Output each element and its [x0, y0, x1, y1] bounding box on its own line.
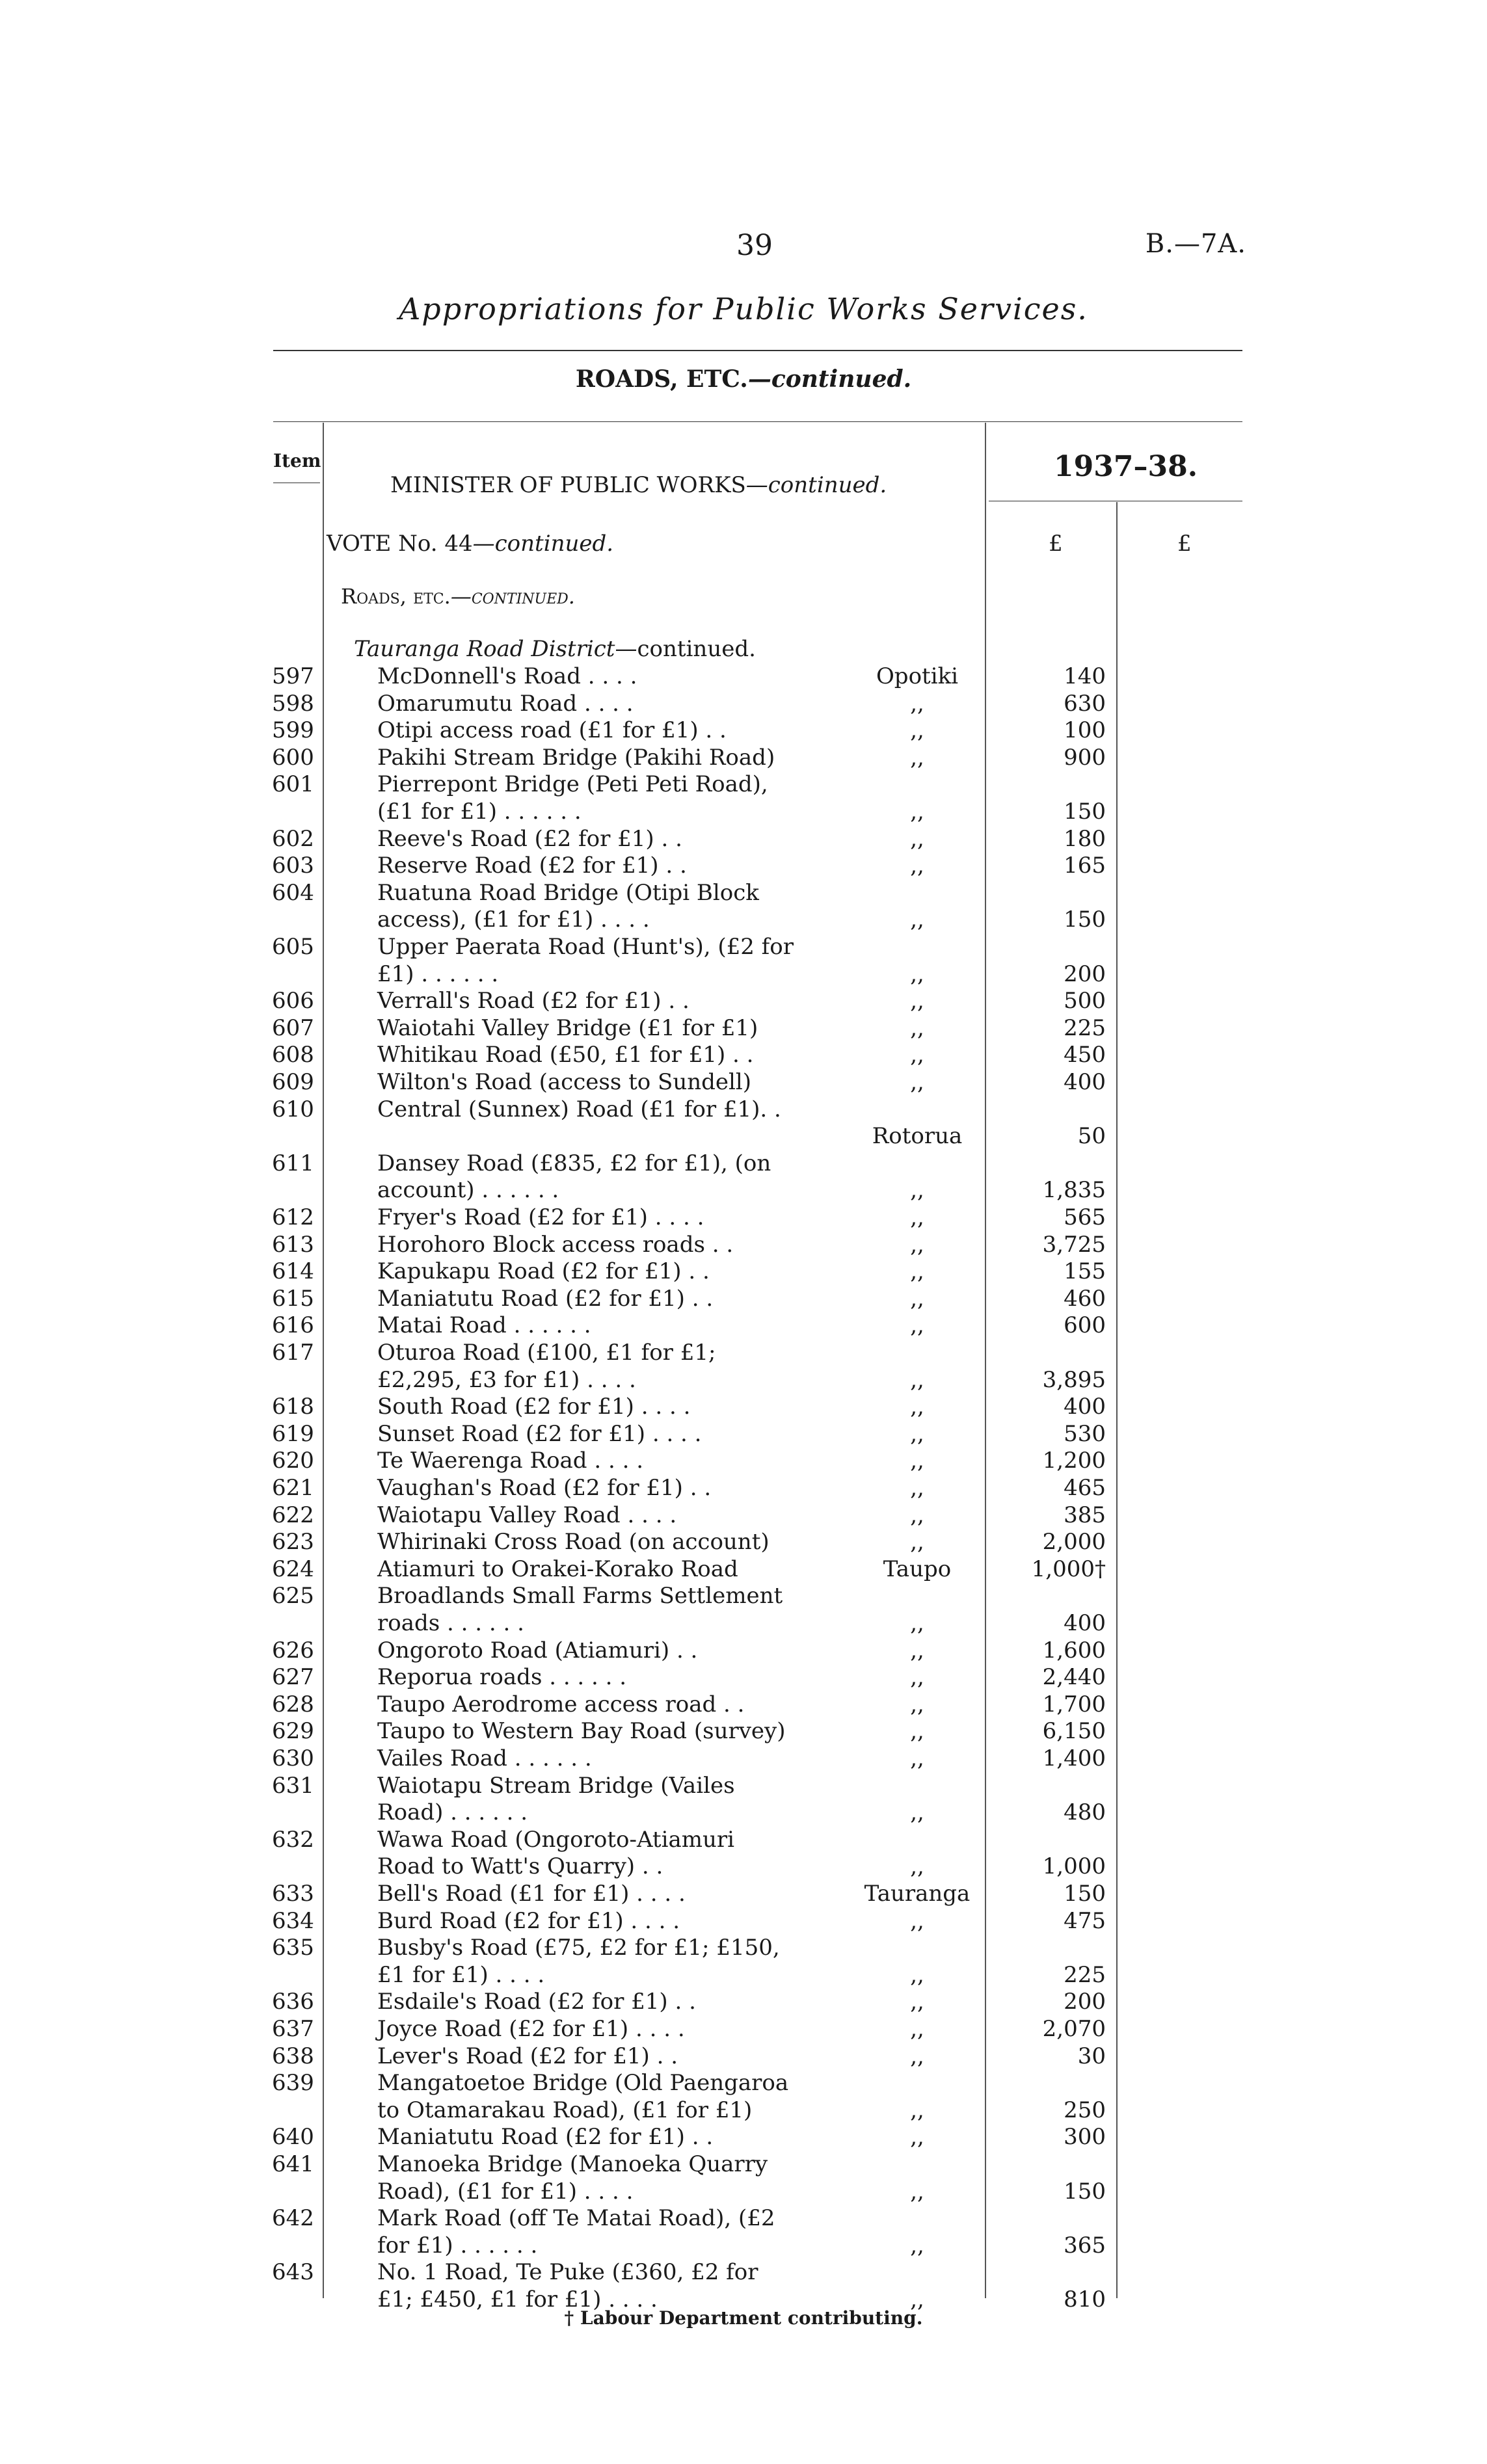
item-description: Wilton's Road (access to Sundell): [377, 1069, 752, 1095]
item-description: Ongoroto Road (Atiamuri) . .: [377, 1637, 698, 1663]
item-district: ,,: [910, 1312, 924, 1339]
item-description: Wawa Road (Ongoroto-Atiamuri Road to Watt's Quarry) . .: [377, 1826, 734, 1880]
currency-label-2: £: [1177, 531, 1192, 557]
district-heading: [354, 636, 756, 662]
table-row: [0, 1258, 1487, 1286]
item-number: 599: [272, 717, 314, 744]
item-number: 613: [272, 1231, 314, 1258]
item-district: ,,: [910, 1014, 924, 1041]
item-number: 624: [272, 1556, 314, 1582]
item-amount: 630: [1064, 690, 1106, 717]
item-description: Pakihi Stream Bridge (Pakihi Road): [377, 744, 775, 771]
item-description: Broadlands Small Farms Settlement roads . . . . . .: [377, 1583, 783, 1636]
minister-heading-continued: —continued.: [745, 472, 887, 498]
item-district: ,,: [910, 1394, 924, 1420]
item-number: 608: [272, 1042, 314, 1068]
item-description: Vaughan's Road (£2 for £1) . .: [377, 1475, 712, 1501]
item-district: ,,: [910, 1420, 924, 1447]
item-district: Opotiki: [876, 663, 959, 689]
vote-heading: [327, 531, 613, 557]
item-amount: 150: [1064, 798, 1106, 825]
item-district: ,,: [910, 2016, 924, 2042]
table-row: [0, 1096, 1487, 1150]
table-row: [0, 717, 1487, 745]
table-row: [0, 1908, 1487, 1935]
item-district: Taupo: [883, 1556, 952, 1582]
item-district: ,,: [910, 1177, 924, 1204]
item-amount: 1,835: [1042, 1177, 1106, 1204]
item-description: Burd Road (£2 for £1) . . . .: [377, 1907, 680, 1934]
item-district: ,,: [910, 1745, 924, 1771]
table-row: [0, 826, 1487, 853]
roads-subheading: [341, 584, 575, 609]
item-description: Pierrepont Bridge (Peti Peti Road), (£1 for £1) . . . . . .: [377, 771, 768, 825]
table-row: [0, 1286, 1487, 1313]
item-description: Waiotapu Valley Road . . . .: [377, 1502, 677, 1528]
table-row: [0, 1881, 1487, 1908]
item-amount: 6,150: [1042, 1718, 1106, 1745]
item-number: 630: [272, 1745, 314, 1771]
table-row: [0, 1529, 1487, 1556]
item-amount: 140: [1064, 663, 1106, 689]
district-name: Tauranga Road District: [354, 636, 615, 662]
item-district: ,,: [910, 2043, 924, 2069]
item-number: 617: [272, 1340, 314, 1366]
item-district: ,,: [910, 717, 924, 744]
item-district: ,,: [910, 1204, 924, 1230]
item-description: Mark Road (off Te Matai Road), (£2 for £1) . . . . . .: [377, 2205, 775, 2259]
item-number: 602: [272, 825, 314, 852]
vote-heading-text: VOTE No. 44: [327, 531, 473, 557]
item-amount: 1,000: [1042, 1853, 1106, 1880]
item-description: Bell's Road (£1 for £1) . . . .: [377, 1881, 686, 1907]
item-number: 627: [272, 1664, 314, 1691]
item-number: 600: [272, 744, 314, 771]
item-district: ,,: [910, 988, 924, 1014]
table-row: [0, 2205, 1487, 2259]
item-district: ,,: [910, 2178, 924, 2205]
item-amount: 180: [1064, 825, 1106, 852]
minister-heading: [390, 472, 887, 498]
item-district: ,,: [910, 690, 924, 717]
item-number: 609: [272, 1069, 314, 1095]
table-row: [0, 1745, 1487, 1773]
table-row: [0, 1773, 1487, 1827]
table-row: [0, 1312, 1487, 1340]
table-row: [0, 1935, 1487, 1989]
item-district: ,,: [910, 1989, 924, 2015]
item-amount: 30: [1077, 2043, 1106, 2069]
item-description: Te Waerenga Road . . . .: [377, 1448, 644, 1474]
table-row: [0, 1015, 1487, 1042]
item-amount: 150: [1064, 907, 1106, 933]
item-description: Vailes Road . . . . . .: [377, 1745, 592, 1771]
item-description: Verrall's Road (£2 for £1) . .: [377, 988, 690, 1014]
table-row: [0, 2016, 1487, 2043]
item-description: South Road (£2 for £1) . . . .: [377, 1394, 691, 1420]
item-number: 625: [272, 1583, 314, 1610]
item-number: 607: [272, 1014, 314, 1041]
item-description: Joyce Road (£2 for £1) . . . .: [377, 2016, 685, 2042]
item-amount: 200: [1064, 960, 1106, 987]
item-amount: 465: [1064, 1475, 1106, 1501]
item-district: ,,: [910, 2097, 924, 2123]
table-row: [0, 745, 1487, 772]
item-district: ,,: [910, 1529, 924, 1556]
table-row: [0, 1691, 1487, 1719]
item-number: 621: [272, 1475, 314, 1501]
document-code: B.—7A.: [1145, 229, 1246, 259]
item-amount: 2,440: [1042, 1664, 1106, 1691]
item-district: ,,: [910, 1231, 924, 1258]
item-description: Manoeka Bridge (Manoeka Quarry Road), (£1 for £1) . . . .: [377, 2151, 768, 2205]
item-district: ,,: [910, 1691, 924, 1717]
item-district: ,,: [910, 1502, 924, 1528]
item-number: 603: [272, 853, 314, 879]
table-row: [0, 1556, 1487, 1583]
table-row: [0, 2070, 1487, 2124]
table-row: [0, 1718, 1487, 1745]
table-row: [0, 1394, 1487, 1421]
item-district: ,,: [910, 960, 924, 987]
footnote: † Labour Department contributing.: [564, 2307, 923, 2329]
item-amount: 400: [1064, 1610, 1106, 1636]
section-title-text: ROADS, ETC.: [575, 365, 748, 393]
item-district: ,,: [910, 1961, 924, 1988]
item-description: Otipi access road (£1 for £1) . .: [377, 717, 727, 744]
item-amount: 365: [1064, 2232, 1106, 2259]
table-row: [0, 2043, 1487, 2071]
item-description: Atiamuri to Orakei-Korako Road: [377, 1556, 738, 1582]
item-description: Esdaile's Road (£2 for £1) . .: [377, 1989, 696, 2015]
item-number: 605: [272, 934, 314, 960]
item-amount: 250: [1064, 2097, 1106, 2123]
item-description: Oturoa Road (£100, £1 for £1; £2,295, £3 for £1) . . . .: [377, 1340, 716, 1393]
item-amount: 150: [1064, 1881, 1106, 1907]
item-number: 601: [272, 771, 314, 798]
item-district: Tauranga: [864, 1881, 971, 1907]
item-amount: 2,000: [1042, 1529, 1106, 1556]
table-row: [0, 1204, 1487, 1232]
table-row: [0, 1475, 1487, 1502]
item-district: ,,: [910, 1069, 924, 1095]
table-row: [0, 934, 1487, 988]
item-amount: 450: [1064, 1042, 1106, 1068]
table-row: [0, 1502, 1487, 1530]
item-description: Sunset Road (£2 for £1) . . . .: [377, 1420, 702, 1447]
item-description: Lever's Road (£2 for £1) . .: [377, 2043, 678, 2069]
item-district: ,,: [910, 1799, 924, 1826]
item-number: 638: [272, 2043, 314, 2069]
item-description: Upper Paerata Road (Hunt's), (£2 for £1) . . . . . .: [377, 934, 794, 987]
item-amount: 3,725: [1042, 1231, 1106, 1258]
item-amount: 225: [1064, 1014, 1106, 1041]
table-row: [0, 988, 1487, 1015]
section-title: [0, 365, 1487, 393]
item-number: 643: [272, 2259, 314, 2286]
item-number: 611: [272, 1150, 314, 1176]
table-row: [0, 1827, 1487, 1881]
item-description: Omarumutu Road . . . .: [377, 690, 634, 717]
table-row: [0, 1637, 1487, 1665]
item-amount: 1,200: [1042, 1448, 1106, 1474]
item-district: ,,: [910, 1448, 924, 1474]
item-number: 597: [272, 663, 314, 689]
item-number: 642: [272, 2205, 314, 2232]
item-description: Reserve Road (£2 for £1) . .: [377, 853, 687, 879]
item-number: 641: [272, 2151, 314, 2177]
item-district: ,,: [910, 1718, 924, 1745]
table-row: [0, 2151, 1487, 2205]
item-description: Kapukapu Road (£2 for £1) . .: [377, 1258, 710, 1285]
item-description: Taupo to Western Bay Road (survey): [377, 1718, 786, 1745]
item-number: 640: [272, 2124, 314, 2151]
item-district: ,,: [910, 1637, 924, 1663]
item-number: 622: [272, 1502, 314, 1528]
item-description: Central (Sunnex) Road (£1 for £1). .: [377, 1096, 781, 1122]
item-number: 639: [272, 2070, 314, 2097]
roads-subheading-continued: —continued.: [450, 584, 575, 609]
item-amount: 480: [1064, 1799, 1106, 1826]
table-top-rule: [273, 421, 1242, 422]
item-district: ,,: [910, 2124, 924, 2151]
year-column-header: 1937–38.: [1054, 450, 1198, 483]
item-amount: 3,895: [1042, 1366, 1106, 1393]
item-description: Maniatutu Road (£2 for £1) . .: [377, 1285, 714, 1312]
item-number: 620: [272, 1448, 314, 1474]
table-row: [0, 1664, 1487, 1691]
roads-subheading-text: Roads, etc.: [341, 584, 451, 609]
table-row: [0, 880, 1487, 934]
item-district: ,,: [910, 744, 924, 771]
table-row: [0, 663, 1487, 691]
item-amount: 1,700: [1042, 1691, 1106, 1717]
item-description: Reeve's Road (£2 for £1) . .: [377, 825, 682, 852]
item-number: 606: [272, 988, 314, 1014]
item-amount: 900: [1064, 744, 1106, 771]
item-number: 631: [272, 1772, 314, 1799]
item-amount: 165: [1064, 853, 1106, 879]
item-district: ,,: [910, 1664, 924, 1691]
table-row: [0, 1069, 1487, 1096]
item-number: 634: [272, 1907, 314, 1934]
item-amount: 50: [1077, 1123, 1106, 1150]
item-number: 598: [272, 690, 314, 717]
item-amount: 810: [1064, 2286, 1106, 2312]
page-number: 39: [736, 229, 773, 262]
table-row: [0, 1421, 1487, 1448]
item-district: ,,: [910, 1475, 924, 1501]
item-column-header: Item: [273, 450, 321, 471]
item-amount: 530: [1064, 1420, 1106, 1447]
item-amount: 225: [1064, 1961, 1106, 1988]
item-description: Taupo Aerodrome access road . .: [377, 1691, 745, 1717]
item-number: 628: [272, 1691, 314, 1717]
item-number: 636: [272, 1989, 314, 2015]
section-title-continued: —continued.: [747, 365, 912, 393]
item-number: 616: [272, 1312, 314, 1339]
table-row: [0, 853, 1487, 880]
table-row: [0, 1340, 1487, 1394]
item-district: Rotorua: [872, 1123, 963, 1150]
item-district: ,,: [910, 798, 924, 825]
item-description: No. 1 Road, Te Puke (£360, £2 for £1; £450, £1 for £1) . . . .: [377, 2259, 758, 2312]
item-description: Maniatutu Road (£2 for £1) . .: [377, 2124, 714, 2151]
minister-heading-text: MINISTER OF PUBLIC WORKS: [390, 472, 746, 498]
item-number: 618: [272, 1394, 314, 1420]
table-row: [0, 771, 1487, 825]
page-title: Appropriations for Public Works Services.: [399, 291, 1088, 326]
item-amount: 150: [1064, 2178, 1106, 2205]
table-row: [0, 2124, 1487, 2151]
item-amount: 1,000†: [1031, 1556, 1106, 1582]
item-number: 637: [272, 2016, 314, 2042]
item-number: 612: [272, 1204, 314, 1230]
table-row: [0, 691, 1487, 718]
item-description: Waiotapu Stream Bridge (Vailes Road) . . . . . .: [377, 1772, 735, 1826]
item-description: Waiotahi Valley Bridge (£1 for £1): [377, 1014, 758, 1041]
item-amount: 200: [1064, 1989, 1106, 2015]
item-district: ,,: [910, 1258, 924, 1285]
item-number: 632: [272, 1826, 314, 1853]
vote-heading-continued: —continued.: [472, 531, 614, 557]
item-description: Horohoro Block access roads . .: [377, 1231, 734, 1258]
item-description: Ruatuna Road Bridge (Otipi Block access), (£1 for £1) . . . .: [377, 879, 759, 933]
item-description: Whirinaki Cross Road (on account): [377, 1529, 770, 1556]
item-amount: 600: [1064, 1312, 1106, 1339]
item-number: 629: [272, 1718, 314, 1745]
item-amount: 1,400: [1042, 1745, 1106, 1771]
item-district: ,,: [910, 2232, 924, 2259]
item-district: ,,: [910, 2286, 924, 2312]
table-row: [0, 1989, 1487, 2016]
item-district: ,,: [910, 907, 924, 933]
item-description: Fryer's Road (£2 for £1) . . . .: [377, 1204, 704, 1230]
item-number: 619: [272, 1420, 314, 1447]
item-number: 610: [272, 1096, 314, 1122]
item-number: 633: [272, 1881, 314, 1907]
item-number: 626: [272, 1637, 314, 1663]
item-amount: 500: [1064, 988, 1106, 1014]
item-district: ,,: [910, 1853, 924, 1880]
item-description: Whitikau Road (£50, £1 for £1) . .: [377, 1042, 754, 1068]
item-description: McDonnell's Road . . . .: [377, 663, 637, 689]
item-district: ,,: [910, 1610, 924, 1636]
item-description: Matai Road . . . . . .: [377, 1312, 591, 1339]
item-number: 615: [272, 1285, 314, 1312]
item-description: Reporua roads . . . . . .: [377, 1664, 627, 1691]
item-amount: 460: [1064, 1285, 1106, 1312]
item-description: Busby's Road (£75, £2 for £1; £150, £1 for £1) . . . .: [377, 1935, 780, 1988]
item-amount: 155: [1064, 1258, 1106, 1285]
item-number: 614: [272, 1258, 314, 1285]
item-amount: 475: [1064, 1907, 1106, 1934]
item-district: ,,: [910, 825, 924, 852]
item-description: Mangatoetoe Bridge (Old Paengaroa to Otamarakau Road), (£1 for £1): [377, 2070, 789, 2123]
item-number: 635: [272, 1935, 314, 1961]
table-row: [0, 1448, 1487, 1475]
title-rule: [273, 350, 1242, 351]
district-continued: —continued.: [615, 636, 756, 662]
item-district: ,,: [910, 853, 924, 879]
item-amount: 400: [1064, 1394, 1106, 1420]
item-amount: 400: [1064, 1069, 1106, 1095]
table-row: [0, 1583, 1487, 1637]
table-row: [0, 1232, 1487, 1259]
item-district: ,,: [910, 1366, 924, 1393]
table-row: [0, 1042, 1487, 1069]
item-amount: 300: [1064, 2124, 1106, 2151]
currency-label-1: £: [1049, 531, 1063, 557]
item-amount: 1,600: [1042, 1637, 1106, 1663]
item-number: 604: [272, 879, 314, 906]
item-amount: 385: [1064, 1502, 1106, 1528]
item-amount: 565: [1064, 1204, 1106, 1230]
item-amount: 2,070: [1042, 2016, 1106, 2042]
table-row: [0, 2259, 1487, 2313]
item-district: ,,: [910, 1285, 924, 1312]
item-amount: 100: [1064, 717, 1106, 744]
item-district: ,,: [910, 1907, 924, 1934]
item-district: ,,: [910, 1042, 924, 1068]
item-description: Dansey Road (£835, £2 for £1), (on account) . . . . . .: [377, 1150, 771, 1204]
table-row: [0, 1150, 1487, 1204]
item-number: 623: [272, 1529, 314, 1556]
